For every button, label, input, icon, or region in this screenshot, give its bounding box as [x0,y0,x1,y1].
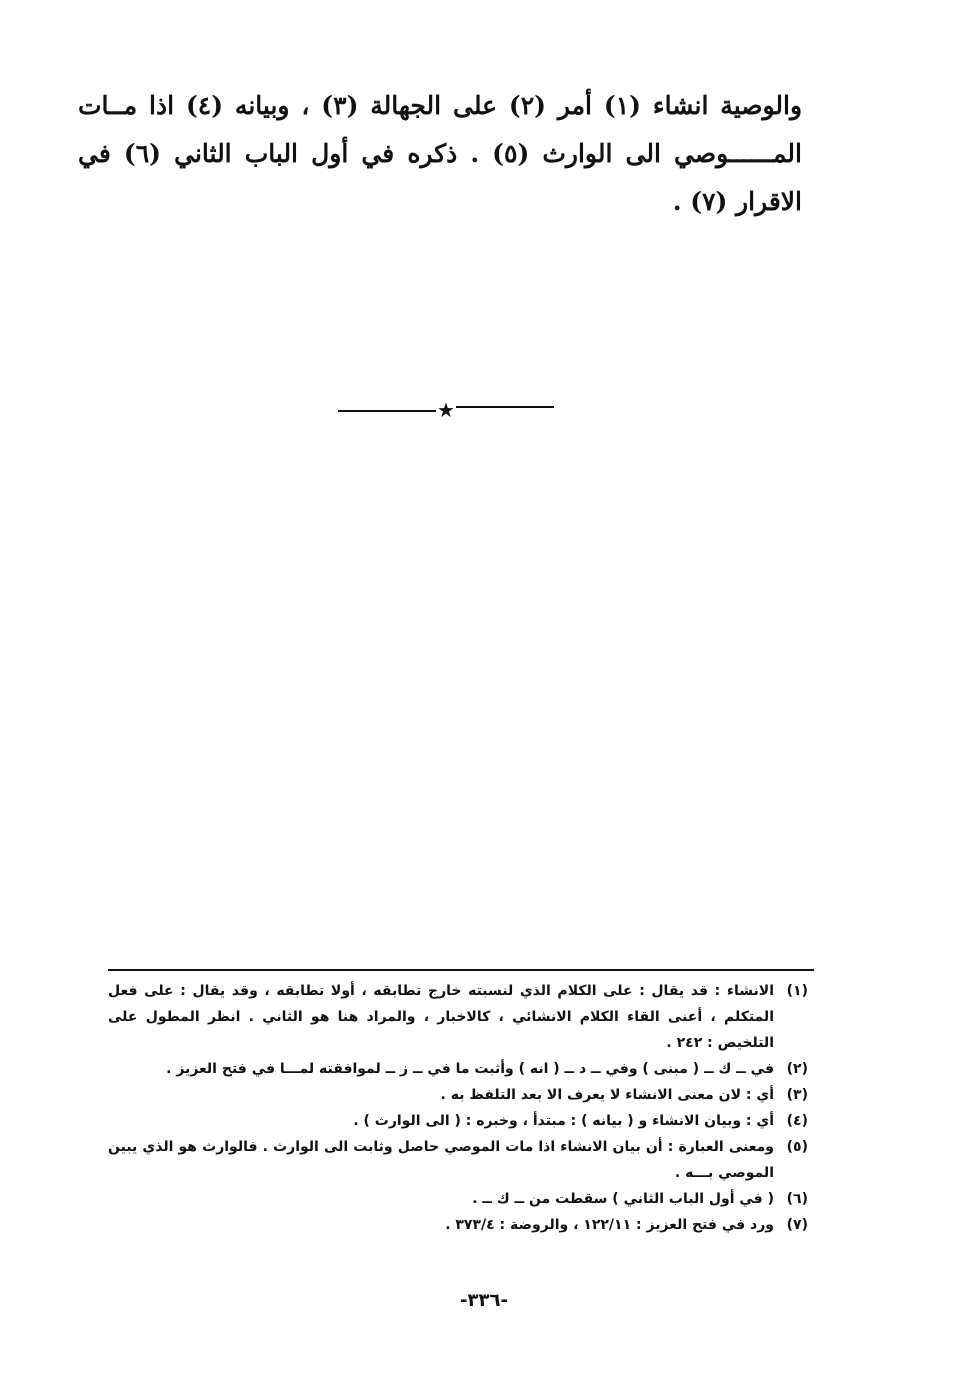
footnote-separator [108,969,814,971]
footnote-text: ومعنى العبارة : أن بيان الانشاء اذا مات الموصي حاصل وثابت الى الوارث . فالوارث هو الذي يبين الموصي بـــه . [108,1139,774,1181]
footnote-text: أي : لان معنى الانشاء لا يعرف الا بعد التلفظ به . [440,1087,774,1103]
footnote-text: ورد في فتح العزيز : ١٢٢/١١ ، والروضة : ٣٧٣/٤ . [445,1217,774,1233]
footnote-2 [108,1056,808,1082]
main-paragraph-text: والوصية انشاء (١) أمر (٢) على الجهالة (٣) ، وبيانه (٤) اذا مــات المــــــوصي الى الوارث (٥) . ذكره في أول الباب الثاني (٦) في الاقرار (٧) . [78,91,803,216]
footnote-text: ( في أول الباب الثاني ) سقطت من ــ ك ــ . [472,1191,774,1207]
footnote-5 [108,1134,808,1186]
footnote-1 [108,978,808,1056]
footnotes [108,978,808,1238]
footnote-4 [108,1108,808,1134]
star-icon: ★ [437,398,455,422]
footnote-number: (٥) [786,1139,808,1155]
footnote-3 [108,1082,808,1108]
divider-line-left [338,410,436,412]
footnote-6 [108,1186,808,1212]
footnote-text: أي : وبيان الانشاء و ( بيانه ) : مبتدأ ، وخبره : ( الى الوارث ) . [353,1113,774,1129]
footnote-number: (٤) [786,1113,808,1129]
footnote-text: في ــ ك ــ ( مبنى ) وفي ــ د ــ ( انه ) وأثبت ما في ــ ز ــ لموافقته لمـــا في فتح العزيز . [166,1061,774,1077]
main-paragraph [78,82,802,226]
footnote-text: الانشاء : قد يقال : على الكلام الذي لنسبته خارج تطابقه ، أولا تطابقه ، وقد يقال : على فعل المتكلم ، أعنى القاء الكلام الانشائي ، كالاخبار ، والمراد هنا هو الثاني . انظر المطول على التلخيص : ٢٤٢ . [108,983,774,1051]
footnote-number: (٦) [786,1191,808,1207]
footnote-7 [108,1212,808,1238]
footnote-number: (٧) [786,1217,808,1233]
footnote-number: (١) [786,983,808,999]
divider-line-right [456,406,554,408]
footnote-number: (٢) [786,1061,808,1077]
footnote-number: (٣) [786,1087,808,1103]
page-number: -٣٣٦- [460,1290,508,1311]
section-divider [338,398,554,424]
